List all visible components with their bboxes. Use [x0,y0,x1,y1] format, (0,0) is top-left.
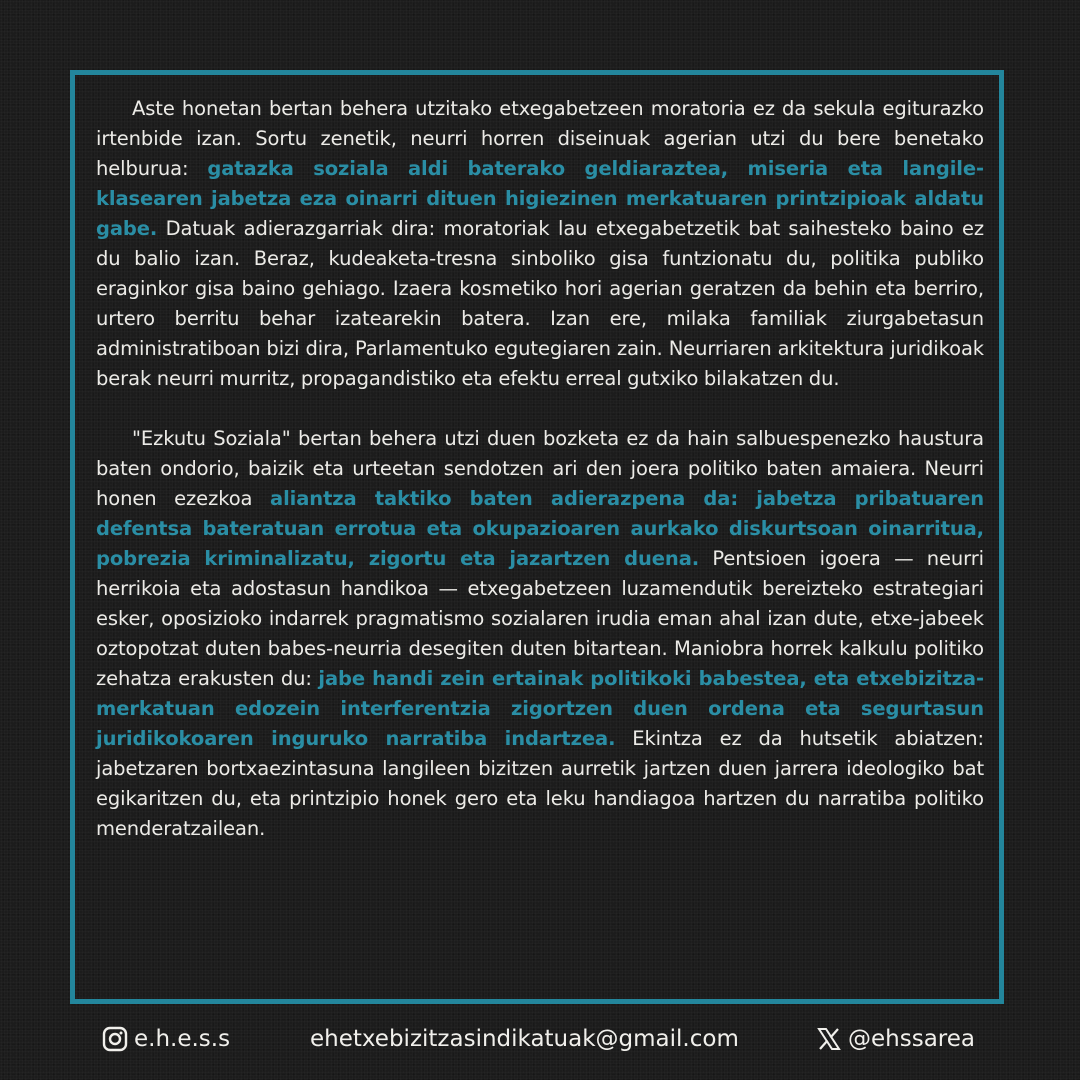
highlighted-text: jabe handi zein ertainak politikoki babestea, eta etxebizitza-merkatuan edozein interferentzia zigortzen duen ordena eta segurtasun juridikokoaren inguruko narratiba indartzea. [96,667,984,750]
paragraph-text: "Ezkutu Soziala" bertan behera utzi duen bozketa ez da hain salbuespenezko haustura baten ondorio, baizik eta urteetan sendotzen ari den joera politiko baten amaiera. Neurri honen ezezkoa [96,427,984,510]
instagram-link[interactable] [102,1026,230,1052]
footer [0,1022,1080,1062]
x-handle: @ehssarea [848,1026,975,1052]
paragraph-2 [96,424,984,844]
highlighted-text: gatazka soziala aldi baterako geldiaraztea, miseria eta langile-klasearen jabetza eza oinarri dituen higiezinen merkatuaren printzipioak aldatu gabe. [96,157,984,240]
paragraph-text: Datuak adierazgarriak dira: moratoriak lau etxegabetzetik bat saihesteko baino ez du balio izan. Beraz, kudeaketa-tresna sinboliko gisa funtzionatu du, politika publiko eraginkor gisa baino gehiago. Izaera kosmetiko hori agerian geratzen da behin eta berriro, urtero berritu behar izatearekin batera. Izan ere, milaka familiak ziurgabetasun administratiboan bizi dira, Parlamentuko egutegiaren zain. Neurriaren arkitektura juridikoak berak neurri murritz, propagandistiko eta efektu erreal gutxiko bilakatzen du. [96,217,984,390]
paragraph-1 [96,94,984,394]
instagram-icon [102,1026,128,1052]
paragraph-text: Ekintza ez da hutsetik abiatzen: jabetzaren bortxaezintasuna langileen bizitzen aurretik jartzen duen jarrera ideologiko bat egikaritzen du, eta printzipio honek gero eta leku handiagoa hartzen du narratiba politiko menderatzailean. [96,727,984,840]
x-link[interactable] [816,1026,975,1052]
email-link[interactable] [310,1026,739,1052]
article-body [96,94,984,844]
highlighted-text: aliantza taktiko baten adierazpena da: jabetza pribatuaren defentsa bateratuan errotua eta okupazioaren aurkako diskurtsoan oinarritua, pobrezia kriminalizatu, zigortu eta jazartzen duena. [96,487,984,570]
paragraph-text: Pentsioen igoera — neurri herrikoia eta adostasun handikoa — etxegabetzeen luzamendutik bereizteko estrategiari esker, oposizioko indarrek pragmatismo sozialaren irudia eman ahal izan dute, etxe-jabeek oztopotzat duten babes-neurria desegiten duten bitartean. Maniobra horrek kalkulu politiko zehatza erakusten du: [96,547,984,690]
paragraph-text: Aste honetan bertan behera utzitako etxegabetzeen moratoria ez da sekula egiturazko irtenbide izan. Sortu zenetik, neurri horren diseinuak agerian utzi du bere benetako helburua: [96,97,984,180]
email-address: ehetxebizitzasindikatuak@gmail.com [310,1026,739,1052]
instagram-handle: e.h.e.s.s [134,1026,231,1052]
x-logo-icon [816,1026,842,1052]
